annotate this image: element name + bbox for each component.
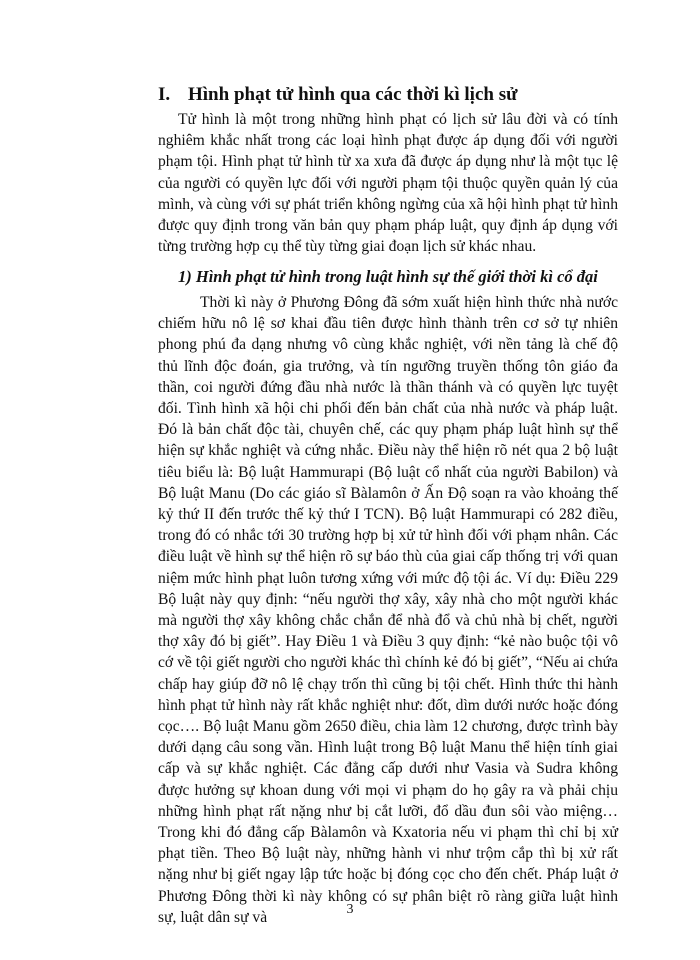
intro-paragraph-block bbox=[158, 109, 618, 257]
body-paragraph-block bbox=[158, 292, 618, 928]
section-number: I. bbox=[158, 84, 171, 105]
section-title: Hình phạt tử hình qua các thời kì lịch sử bbox=[188, 84, 518, 105]
section-heading bbox=[158, 84, 518, 106]
subsection-heading: 1) Hình phạt tử hình trong luật hình sự thế giới thời kì cổ đại bbox=[178, 267, 598, 286]
intro-paragraph: Tử hình là một trong những hình phạt có lịch sử lâu đời và có tính nghiêm khắc nhất trong các loại hình phạt được áp dụng đối với người phạm tội. Hình phạt tử hình từ xa xưa đã được áp dụng như là một tục lệ của người có quyền lực đối với người phạm tội thuộc quyền quản lý của mình, và cùng với sự phát triển không ngừng của xã hội hình phạt tử hình được quy định trong văn bản quy phạm pháp luật, quy định áp dụng với từng trường hợp cụ thể tùy từng giai đoạn lịch sử khác nhau. bbox=[158, 111, 618, 256]
page-number: 3 bbox=[346, 902, 354, 917]
body-paragraph: Thời kì này ở Phương Đông đã sớm xuất hiện hình thức nhà nước chiếm hữu nô lệ sơ khai đầu tiên được hình thành trên cơ sở tự nhiên phong phú đa dạng nhưng vô cùng khắc nghiệt, với nền tảng là chế độ thủ lĩnh độc đoán, gia trưởng, và tín ngưỡng truyền thống tôn giáo đa thần, coi người đứng đầu nhà nước là thần thánh và có quyền lực tuyệt đối. Tình hình xã hội chi phối đến bản chất của nhà nước và pháp luật. Đó là bản chất độc tài, chuyên chế, các quy phạm pháp luật hình sự thể hiện sự khắc nghiệt và cứng nhắc. Điều này thể hiện rõ nét qua 2 bộ luật tiêu biểu là: Bộ luật Hammurapi (Bộ luật cổ nhất của người Babilon) và Bộ luật Manu (Do các giáo sĩ Bàlamôn ở Ấn Độ soạn ra vào khoảng thế kỷ thứ II đến trước thế kỷ thứ I TCN). Bộ luật Hammurapi có 282 điều, trong đó có nhắc tới 30 trường hợp bị xử tử hình đối với phạm nhân. Các điều luật về hình sự thể hiện rõ sự báo thù của giai cấp thống trị với quan niệm mức hình phạt luôn tương xứng với mức độ tội ác. Ví dụ: Điều 229 Bộ luật này quy định: “nếu người thợ xây, xây nhà cho một người khác mà người thợ xây không chắc chắn để nhà đổ và chủ nhà bị chết, người thợ xây đó bị giết”. Hay Điều 1 và Điều 3 quy định: “kẻ nào buộc tội vô cớ về tội giết người cho người khác thì chính kẻ đó bị giết”, “Nếu ai chứa chấp hay giúp đỡ nô lệ chạy trốn thì cũng bị tội chết. Hình thức thi hành hình phạt tử hình này rất khắc nghiệt như: đốt, dìm dưới nước hoặc đóng cọc…. Bộ luật Manu gồm 2650 điều, chia làm 12 chương, được trình bày dưới dạng câu song vần. Hình luật trong Bộ luật Manu thể hiện tính giai cấp và sự khắc nghiệt. Các đẳng cấp dưới như Vasia và Sudra không được hưởng sự khoan dung với mọi vi phạm do họ gây ra và phải chịu những hình phạt rất nặng như bị cắt lưỡi, đổ dầu đun sôi vào miệng…Trong khi đó đẳng cấp Bàlamôn và Kxatoria nếu vi phạm thì chỉ bị xử phạt tiền. Theo Bộ luật này, những hành vi như trộm cắp thì bị xử rất nặng như bị giết ngay lập tức hoặc bị đóng cọc cho đến chết. Pháp luật ở Phương Đông thời kì này không có sự phân biệt rõ ràng giữa luật hình sự, luật dân sự và bbox=[158, 294, 618, 926]
